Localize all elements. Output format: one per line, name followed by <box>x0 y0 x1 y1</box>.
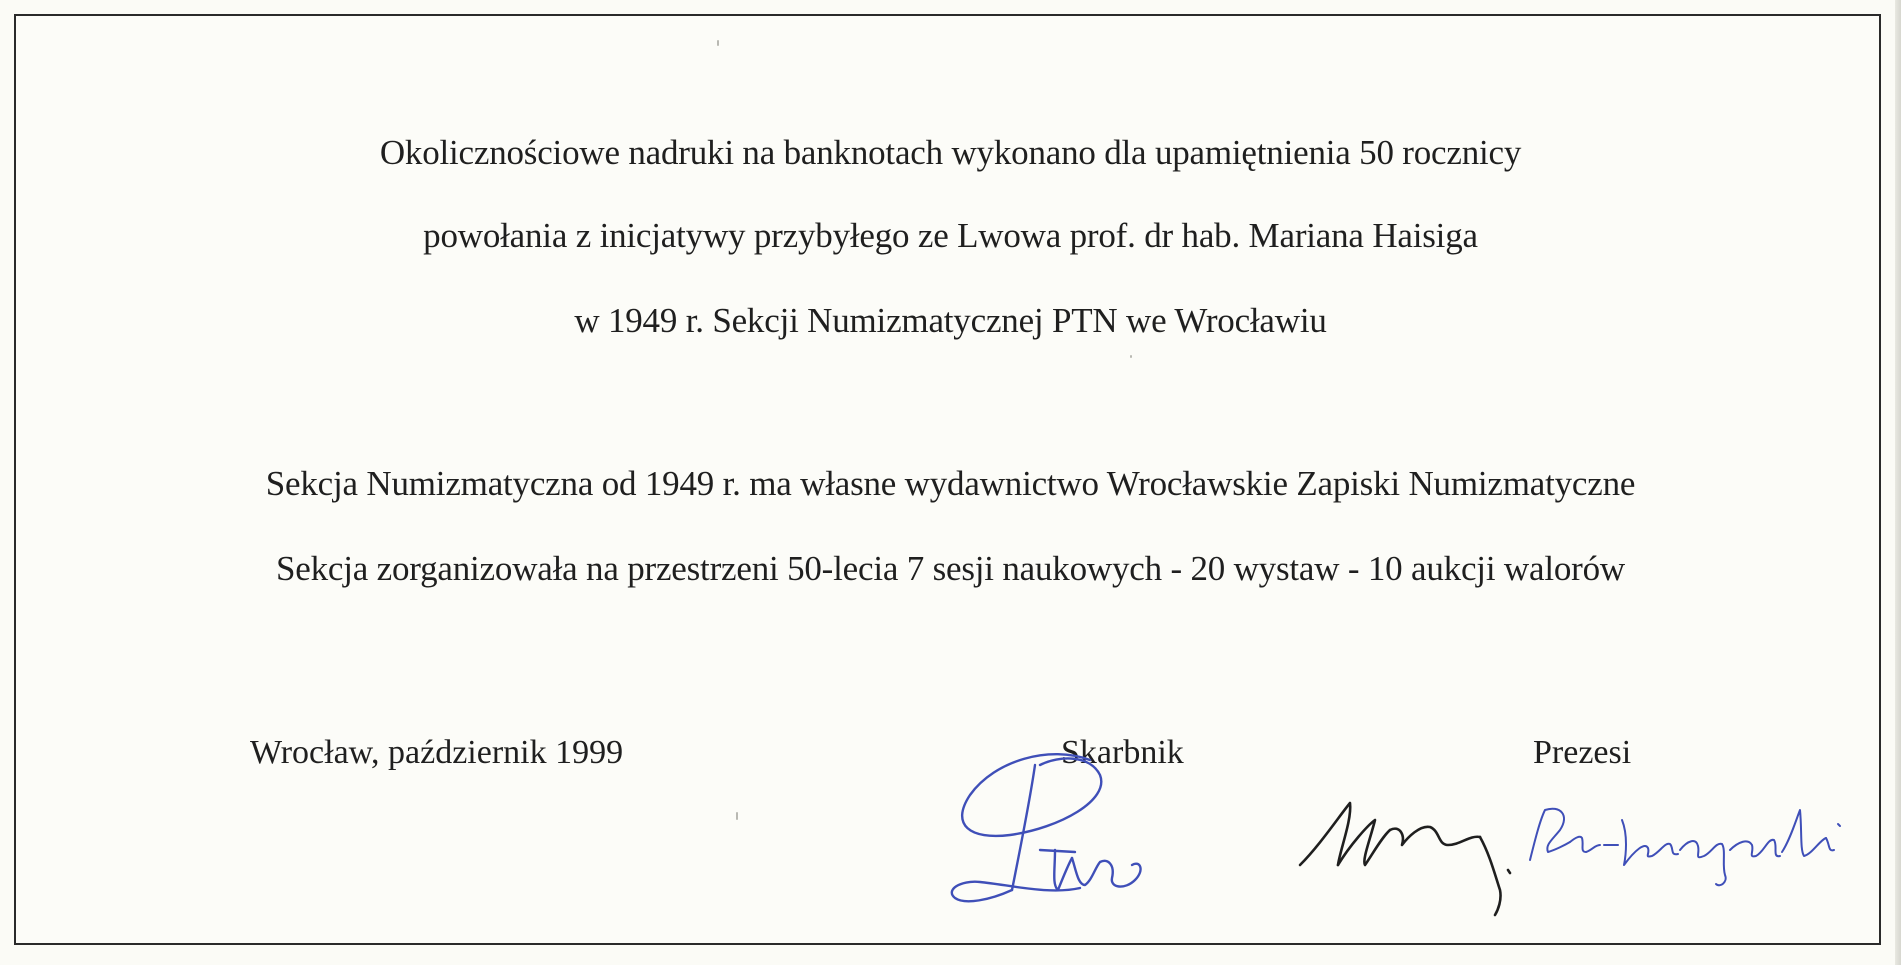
treasurer-label: Skarbnik <box>1061 734 1184 771</box>
paragraph-line-4: Sekcja Numizmatyczna od 1949 r. ma własne wydawnictwo Wrocławskie Zapiski Numizmatyczne <box>265 464 1636 503</box>
president-label: Prezesi <box>1533 734 1632 771</box>
paragraph-line-1: Okolicznościowe nadruki na banknotach wykonano dla upamiętnienia 50 rocznicy <box>379 133 1522 172</box>
paragraph-line-2: powołania z inicjatywy przybyłego ze Lwowa prof. dr hab. Mariana Haisiga <box>423 216 1478 255</box>
paragraph-line-3: w 1949 r. Sekcji Numizmatycznej PTN we Wrocławiu <box>574 301 1327 340</box>
president-signature-2 <box>1520 790 1860 900</box>
paragraph-line-5: Sekcja zorganizowała na przestrzeni 50-lecia 7 sesji naukowych - 20 wystaw - 10 aukcji walorów <box>276 549 1625 588</box>
treasurer-signature <box>940 740 1190 920</box>
paper-speck <box>736 812 738 820</box>
paper-speck <box>717 40 719 46</box>
paper-speck <box>1130 355 1132 358</box>
place-date: Wrocław, październik 1999 <box>250 734 624 771</box>
president-signature-1 <box>1290 765 1550 925</box>
